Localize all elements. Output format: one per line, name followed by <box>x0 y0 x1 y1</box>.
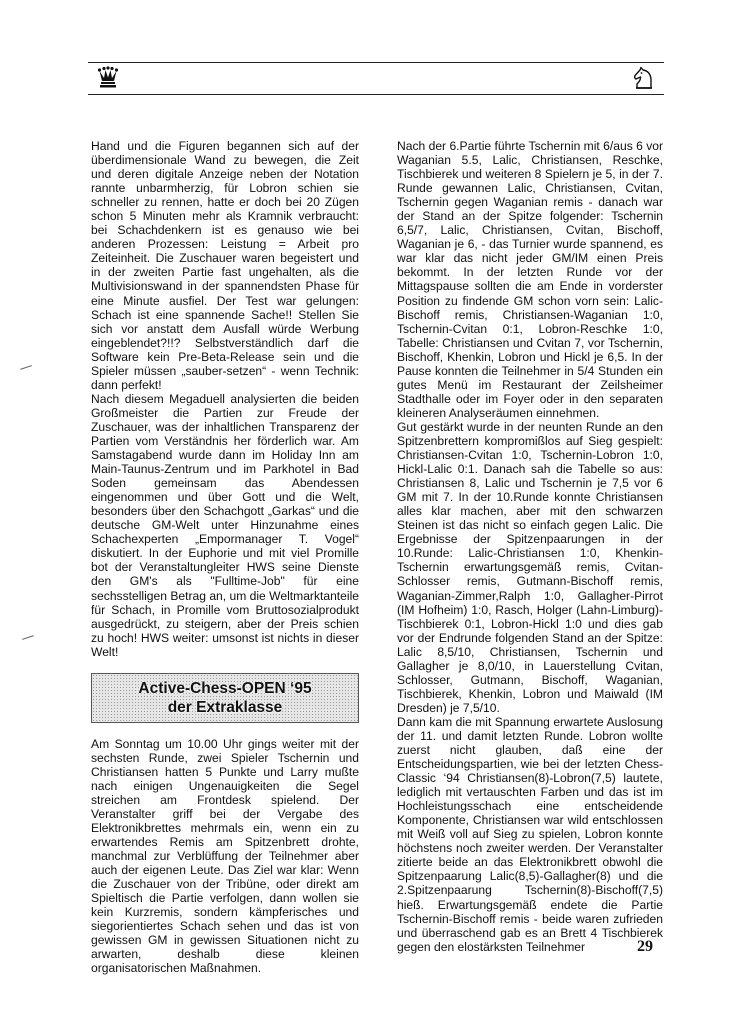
scan-mark <box>22 635 34 640</box>
left-paragraph-1: Hand und die Figuren begannen sich auf der überdimensionale Wand zu bewegen, die Zeit und deren digitale Anzeige neben der Notation rannte unbarmherzig, für Lobron schien sie schneller zu rennen, hatte er doch bei 20 Zügen schon 5 Minuten mehr als Kramnik verbraucht: bei Schachdenkern ist es genauso wie bei anderen Prozessen: Leistung = Arbeit pro Zeiteinheit. Die Zuschauer waren begeistert und in der zweiten Partie fast ungehalten, als die Multivisionswand in der spannendsten Phase für eine Minute ausfiel. Der Test war gelungen: Schach ist eine spannende Sache!! Stellen Sie sich vor anstatt dem Ausfall würde Werbung eingeblendet?!!? Selbstverständlich darf die Software kein Pre-Beta-Release sein und die Spieler müssen „sauber-setzen“ - wenn Technik: dann perfekt! <box>91 139 359 392</box>
chess-queen-icon <box>97 66 119 88</box>
section-heading-box <box>91 673 359 723</box>
page-number: 29 <box>637 938 653 955</box>
scan-mark <box>20 365 32 370</box>
right-column <box>397 139 663 954</box>
left-paragraph-2: Nach diesem Megaduell analysierten die beiden Großmeister die Partien zur Freude der Zuschauer, was der inhaltlichen Transparenz der Partien vom Verständnis her förderlich war. Am Samstagabend wurde dann im Holiday Inn am Main-Taunus-Zentrum und im Parkhotel in Bad Soden gemeinsam das Abendessen eingenommen und über Gott und die Welt, besonders über den Schachgott „Garkas“ und die deutsche GM-Welt unter Hinzunahme eines Schachexperten „Empormanager T. Vogel“ diskutiert. In der Euphorie und mit viel Promille bot der Veranstaltungleiter HWS seine Dienste den GM's als "Fulltime-Job" für eine sechsstelligen Betrag an, um die Weltmarktanteile für Schach, in Promille vom Bruttosozialprodukt ausgedrückt, zu steigern, aber der Preis schien zu hoch! HWS weiter: umsonst ist nichts in dieser Welt! <box>91 391 359 659</box>
left-column <box>91 139 359 976</box>
header-rule-bottom <box>88 94 664 95</box>
header-rule-top <box>88 62 664 63</box>
section-heading-line-2: der Extraklasse <box>167 698 283 716</box>
right-paragraph-2: Gut gestärkt wurde in der neunten Runde an den Spitzenbrettern kompromißlos auf Sieg gespielt: Christiansen-Cvitan 1:0, Tschernin-Lobron 1:0, Hickl-Lalic 0:1. Danach sah die Tabelle so aus: Christiansen 8, Lalic und Tschernin je 7,5 vor 6 GM mit 7. In der 10.Runde konnte Christiansen alles klar machen, aber mit den schwarzen Steinen ist das nicht so einfach gegen Lalic. Die Ergebnisse der Spitzenpaarungen in der 10.Runde: Lalic-Christiansen 1:0, Khenkin-Tschernin erwartungsgemäß remis, Cvitan-Schlosser remis, Gutmann-Bischoff remis, Waganian-Zimmer,Ralph 1:0, Gallagher-Pirrot (IM Hofheim) 1:0, Rasch, Holger (Lahn-Limburg)-Tischbierek 0:1, Lobron-Hickl 1:0 und dies gab vor der Endrunde folgenden Stand an der Spitze: Lalic 8,5/10, Christiansen, Tschernin und Gallagher je 8,0/10, in Lauerstellung Cvitan, Schlosser, Gutmann, Bischoff, Waganian, Tischbierek, Khenkin, Lobron und Maiwald (IM Dresden) je 7,5/10. <box>397 419 663 715</box>
right-paragraph-3: Dann kam die mit Spannung erwartete Auslosung der 11. und damit letzten Runde. Lobron wollte zuerst nicht glauben, daß eine der Entscheidungspartien, wie bei der letzten Chess-Classic ‘94 Christiansen(8)-Lobron(7,5) lautete, lediglich mit vertauschten Farben und das ist im Hochleistungsschach eine entscheidende Komponente, Christiansen war wild entschlossen mit Weiß voll auf Sieg zu spielen, Lobron konnte höchstens noch zweiter werden. Der Veranstalter zitierte beide an das Elektronikbrett obwohl die Spitzenpaarung Lalic(8,5)-Gallagher(8) und die 2.Spitzenpaarung Tschernin(8)-Bischoff(7,5) hieß. Erwartungsgemäß endete die Partie Tschernin-Bischoff remis - beide waren zufrieden und überraschend gab es an Brett 4 Tischbierek gegen den elostärksten Teilnehmer <box>397 714 663 954</box>
right-paragraph-1: Nach der 6.Partie führte Tschernin mit 6/aus 6 vor Waganian 5.5, Lalic, Christiansen, Reschke, Tischbierek und weiteren 8 Spielern je 5, in der 7. Runde gewannen Lalic, Christiansen, Cvitan, Tschernin gegen Waganian remis - danach war der Stand an der Spitze folgender: Tschernin 6,5/7, Lalic, Christiansen, Cvitan, Bischoff, Waganian je 6, - das Turnier wurde spannend, es war klar das nicht jeder GM/IM einen Preis bekommt. In der letzten Runde vor der Mittagspause sollten die am Ende in vorderster Position zu findende GM schon vorn sein: Lalic-Bischoff remis, Christiansen-Waganian 1:0, Tschernin-Cvitan 0:1, Lobron-Reschke 1:0, Tabelle: Christiansen und Cvitan 7, vor Tschernin, Bischoff, Khenkin, Lobron und Hickl je 6,5. In der Pause konnten die Teilnehmer in 5/4 Stunden ein gutes Menü im Restaurant der Zeilsheimer Stadthalle oder im Foyer oder in den separaten kleineren Analyseräumen einnehmen. <box>397 139 663 420</box>
chess-knight-icon <box>632 66 654 90</box>
section-heading-line-1: Active-Chess-OPEN ‘95 <box>138 679 312 697</box>
left-paragraph-3: Am Sonntag um 10.00 Uhr gings weiter mit der sechsten Runde, zwei Spieler Tschernin und Christiansen hatten 5 Punkte und Larry mußte nach einigen Ungenauigkeiten die Segel streichen am Frontdesk spielend. Der Veranstalter griff bei der Vergabe des Elektronikbrettes mehrmals ein, wenn ein zu erwartendes Remis am Spitzenbrett drohte, manchmal zur Verblüffung der Teilnehmer aber auch der eigenen Leute. Das Ziel war klar: Wenn die Zuschauer von der Tribüne, oder direkt am Spieltisch die Partie verfolgen, dann wollen sie kein Kurzremis, sondern kämpferisches und siegorientiertes Schach sehen und das ist von gewissen GM in gewissen Situationen nicht zu arwarten, deshalb diese kleinen organisatorischen Maßnahmen. <box>91 736 359 976</box>
